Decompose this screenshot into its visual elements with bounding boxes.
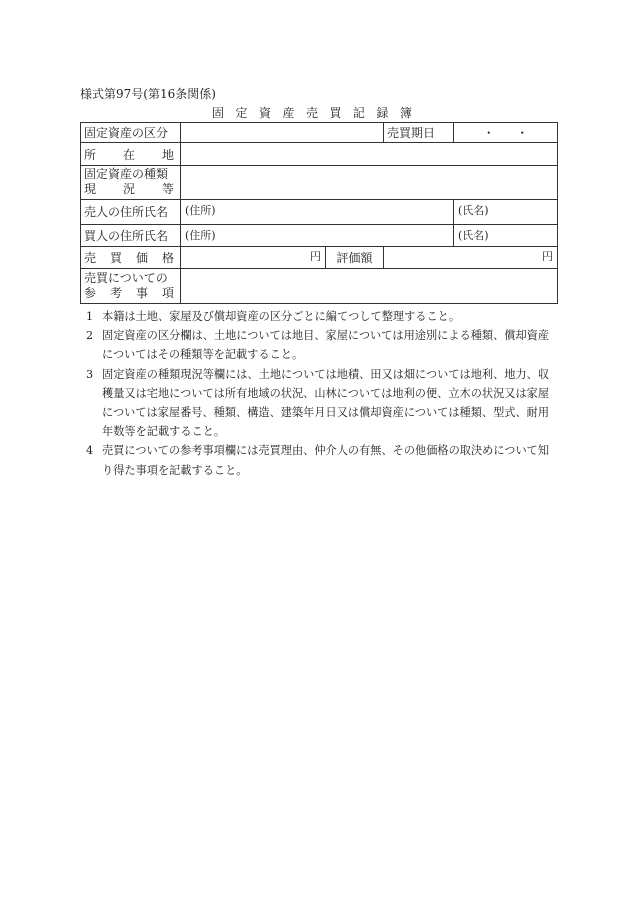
title-char: 固: [212, 106, 225, 120]
asset-category-label: 固定資産の区分: [81, 123, 181, 143]
note-item: [86, 307, 556, 326]
valuation-label: 評価額: [326, 247, 384, 269]
note-number: 3: [86, 367, 94, 381]
note-number: 2: [86, 329, 94, 343]
row-price: [81, 247, 558, 269]
title-char: 買: [329, 106, 342, 120]
row-location: [81, 143, 558, 165]
document-title: [212, 104, 412, 120]
ledger-table: [80, 122, 558, 304]
asset-category-field[interactable]: [181, 123, 384, 143]
asset-type-label: 固定資産の種類 現 況 等: [81, 165, 181, 200]
asset-type-field[interactable]: [181, 165, 558, 200]
title-char: 売: [305, 106, 318, 120]
note-text: 固定資産の区分欄は、土地については地目、家屋については用途別による種類、償却資産についてはその種類等を記載すること。: [102, 329, 550, 362]
valuation-field[interactable]: 円: [384, 247, 558, 269]
row-seller: [81, 200, 558, 224]
note-item: [86, 441, 556, 479]
note-number: 1: [86, 310, 94, 323]
buyer-label: 買人の住所氏名: [81, 224, 181, 246]
title-char: 産: [282, 106, 295, 120]
note-item: [86, 326, 556, 364]
reference-field[interactable]: [181, 269, 558, 304]
form-number: 様式第97号(第16条関係): [80, 87, 216, 101]
seller-address-field[interactable]: (住所): [181, 200, 454, 224]
row-reference: [81, 269, 558, 304]
price-field[interactable]: 円: [181, 247, 326, 269]
title-char: 簿: [399, 106, 412, 120]
sale-date-field[interactable]: [454, 123, 558, 143]
note-item: [86, 365, 556, 442]
reference-label: 売買についての 参 考 事 項: [81, 269, 181, 304]
instruction-notes: [86, 307, 556, 480]
note-text: 固定資産の種類現況等欄には、土地については地積、田又は畑については地利、地力、収穫量又は宅地については所有地域の状況、山林については地利の便、立木の状況又は家屋については家屋番号、種類、構造、建築年月日又は償却資産については種類、型式、耐用年数等を記載すること。: [102, 367, 550, 439]
location-label: 所 在 地: [81, 143, 181, 165]
price-label: 売 買 価 格: [81, 247, 181, 269]
title-char: 録: [376, 106, 389, 120]
title-char: 記: [352, 106, 365, 120]
seller-name-field[interactable]: (氏名): [454, 200, 558, 224]
buyer-name-field[interactable]: (氏名): [454, 224, 558, 246]
location-field[interactable]: [181, 143, 558, 165]
date-separator: ・: [516, 126, 529, 141]
row-buyer: [81, 224, 558, 246]
title-char: 定: [235, 106, 248, 120]
note-number: 4: [86, 444, 94, 458]
sale-date-label: 売買期日: [384, 123, 454, 143]
row-asset-category: [81, 123, 558, 143]
row-asset-type: [81, 165, 558, 200]
date-separator: ・: [482, 126, 495, 141]
seller-label: 売人の住所氏名: [81, 200, 181, 224]
note-text: 売買についての参考事項欄には売買理由、仲介人の有無、その他価格の取決めについて知り得た事項を記載すること。: [102, 444, 550, 477]
note-text: 本籍は土地、家屋及び償却資産の区分ごとに編てつして整理すること。: [102, 310, 461, 323]
buyer-address-field[interactable]: (住所): [181, 224, 454, 246]
title-char: 資: [258, 106, 271, 120]
